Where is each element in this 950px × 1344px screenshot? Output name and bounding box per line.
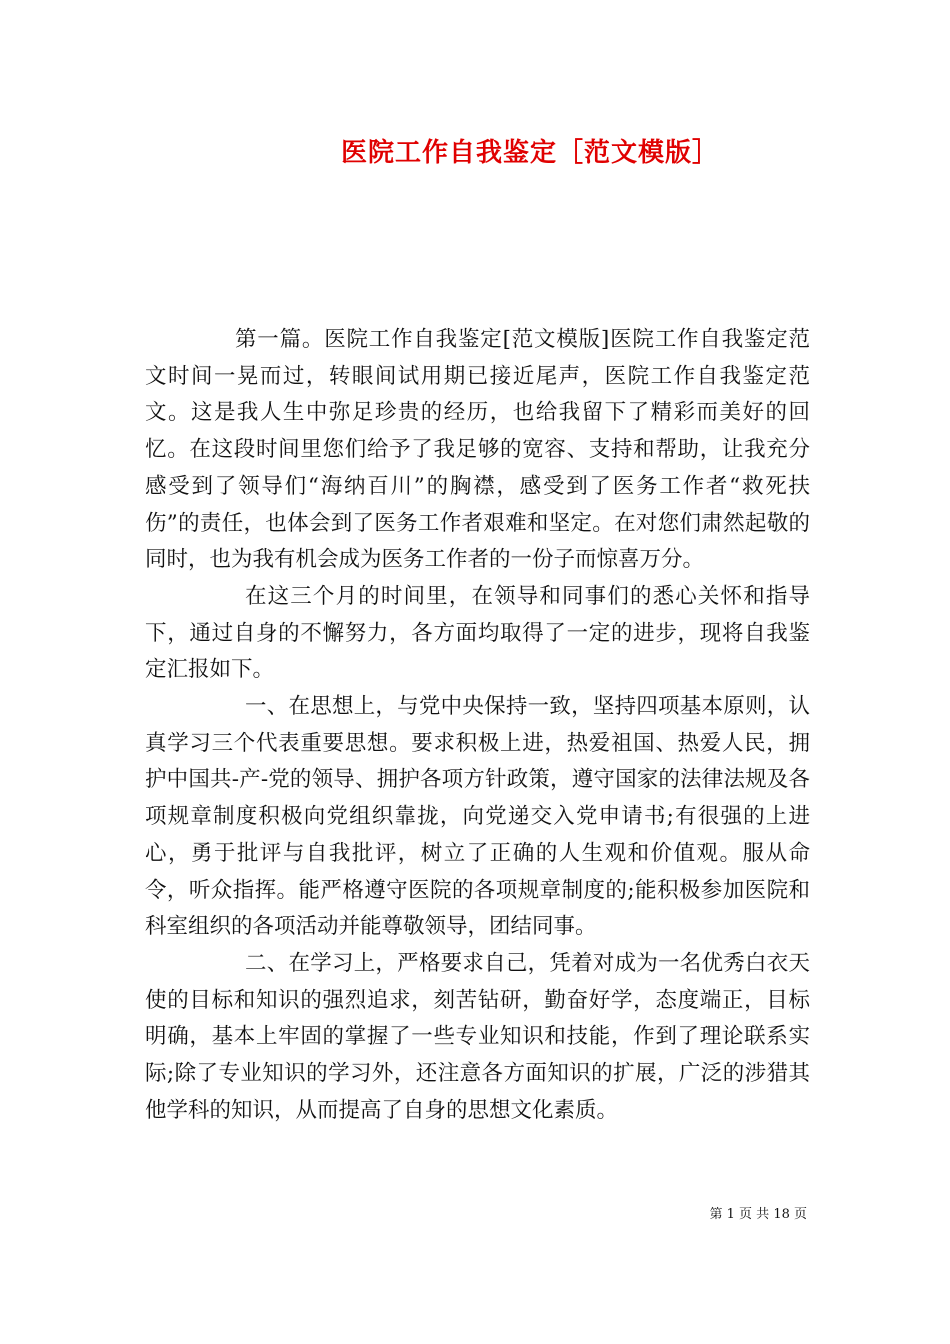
paragraph-4: 二、在学习上，严格要求自己，凭着对成为一名优秀白衣天使的目标和知识的强烈追求，刻苦钻研，勤奋好学，态度端正，目标明确，基本上牢固的掌握了一些专业知识和技能，作到了理论联系实际;除了专业知识的学习外，还注意各方面知识的扩展，广泛的涉猎其他学科的知识，从而提高了自身的思想文化素质。 [145,950,810,1123]
paragraph-3: 一、在思想上，与党中央保持一致，坚持四项基本原则，认真学习三个代表重要思想。要求积极上进，热爱祖国、热爱人民，拥护中国共-产-党的领导、拥护各项方针政策，遵守国家的法律法规及各项规章制度积极向党组织靠拢，向党递交入党申请书;有很强的上进心，勇于批评与自我批评，树立了正确的人生观和价值观。服从命令，听众指挥。能严格遵守医院的各项规章制度的;能积极参加医院和科室组织的各项活动并能尊敬领导，团结同事。 [145,694,810,940]
document-body [145,322,810,1129]
page-number: 第 1 页 共 18 页 [709,1207,807,1222]
paragraph-2: 在这三个月的时间里，在领导和同事们的悉心关怀和指导下，通过自身的不懈努力，各方面均取得了一定的进步，现将自我鉴定汇报如下。 [145,583,810,683]
paragraph-1: 第一篇。医院工作自我鉴定[范文模版]医院工作自我鉴定范文时间一晃而过，转眼间试用期已接近尾声，医院工作自我鉴定范文。这是我人生中弥足珍贵的经历，也给我留下了精彩而美好的回忆。在这段时间里您们给予了我足够的宽容、支持和帮助，让我充分感受到了领导们“海纳百川”的胸襟，感受到了医务工作者“救死扶伤”的责任，也体会到了医务工作者艰难和坚定。在对您们肃然起敬的同时，也为我有机会成为医务工作者的一份子而惊喜万分。 [145,327,810,573]
document-title: 医院工作自我鉴定［范文模版］ [340,138,719,168]
